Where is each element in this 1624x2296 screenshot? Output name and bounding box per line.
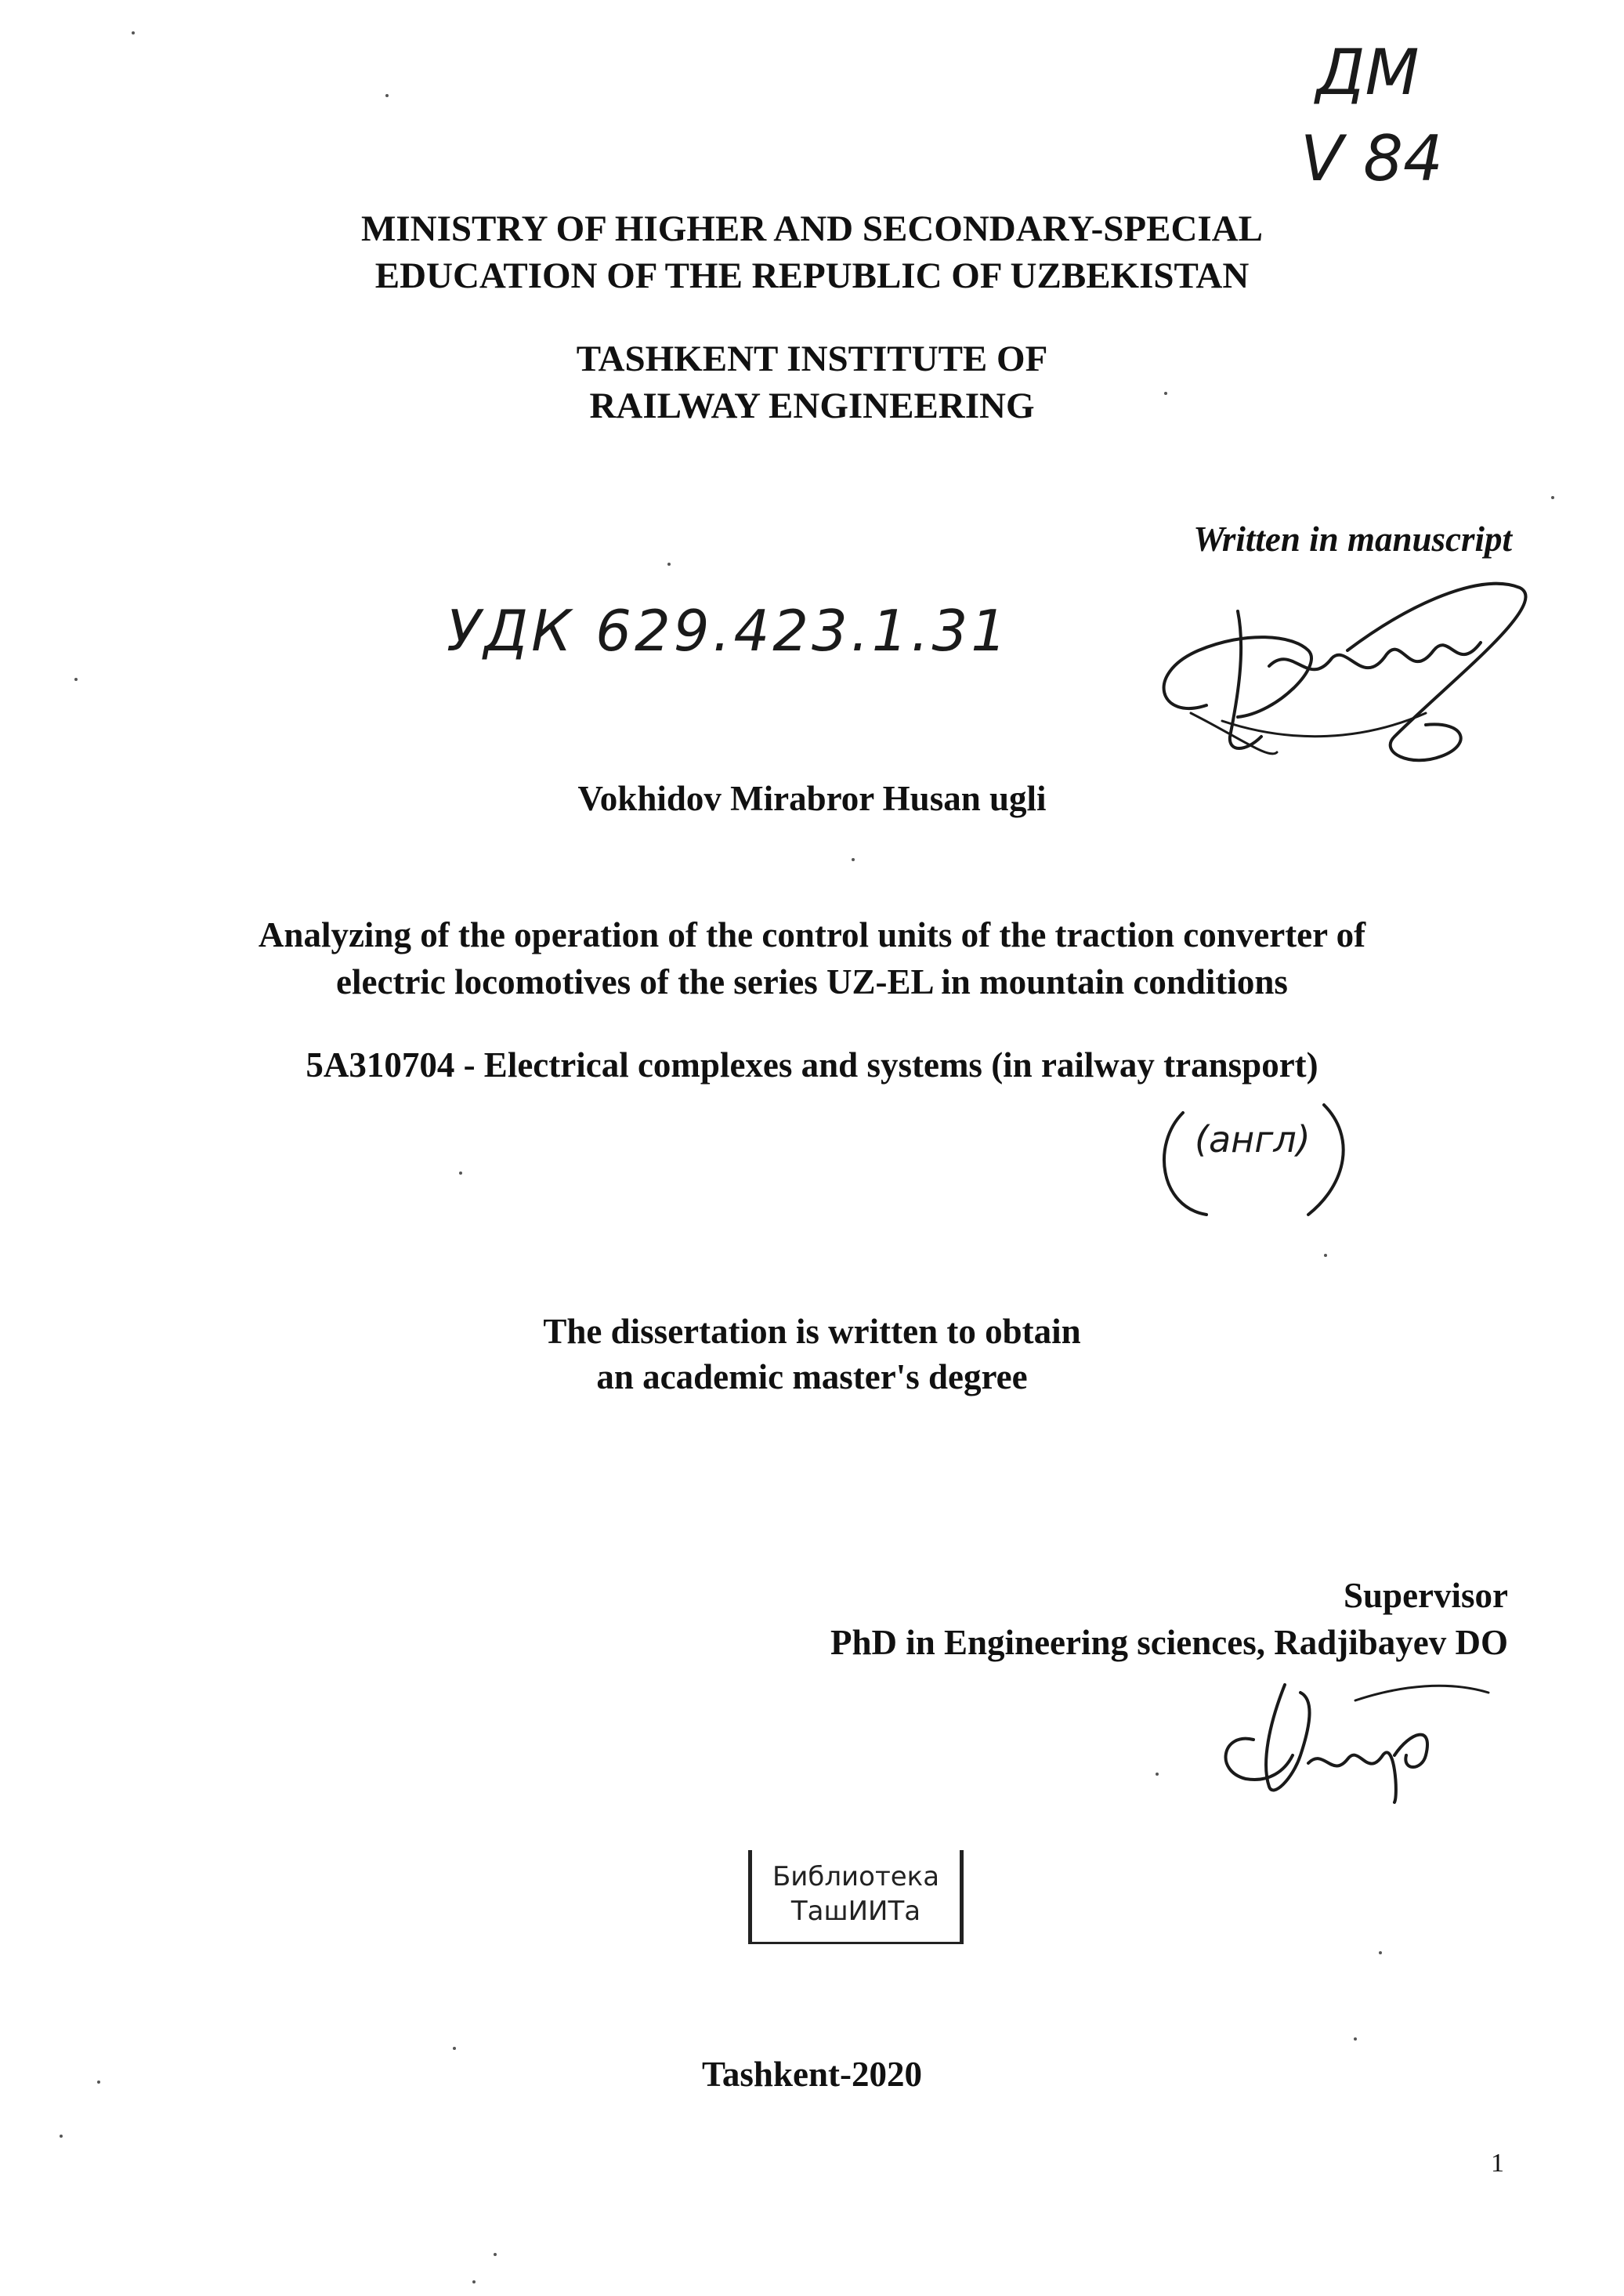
scan-speck bbox=[667, 563, 671, 566]
scan-speck bbox=[1379, 1951, 1382, 1954]
purpose-line-1: The dissertation is written to obtain bbox=[543, 1312, 1081, 1351]
thesis-title bbox=[0, 911, 1624, 1005]
city-year: Tashkent-2020 bbox=[702, 2055, 922, 2094]
author-signature bbox=[1112, 556, 1567, 784]
author-name: Vokhidov Mirabror Husan ugli bbox=[577, 779, 1047, 818]
scan-speck bbox=[472, 2280, 476, 2283]
scan-speck bbox=[60, 2135, 63, 2138]
handwritten-corner-line2: V 84 bbox=[1300, 122, 1443, 195]
handwritten-language-note bbox=[1152, 1097, 1363, 1222]
thesis-title-line-2: electric locomotives of the series UZ-EL in mountain conditions bbox=[336, 962, 1288, 1001]
page-number: 1 bbox=[1491, 2149, 1504, 2178]
supervisor-role: Supervisor bbox=[1343, 1576, 1508, 1615]
handwritten-corner-line1: ДМ bbox=[1316, 36, 1420, 109]
stamp-line-1: Библиотека bbox=[772, 1861, 940, 1892]
ministry-line-2: EDUCATION OF THE REPUBLIC OF UZBEKISTAN bbox=[374, 255, 1250, 296]
manuscript-note: Written in manuscript bbox=[1193, 520, 1512, 559]
purpose-line-2: an academic master's degree bbox=[596, 1357, 1028, 1396]
scan-speck bbox=[1324, 1254, 1327, 1257]
supervisor-block bbox=[705, 1572, 1508, 1666]
scan-speck bbox=[459, 1172, 462, 1175]
scan-speck bbox=[1156, 1773, 1159, 1776]
scan-speck bbox=[74, 678, 78, 681]
scan-speck bbox=[1164, 392, 1167, 395]
scan-speck bbox=[494, 2253, 497, 2256]
handwritten-udc bbox=[439, 588, 1034, 682]
scan-speck bbox=[453, 2047, 456, 2050]
institute-heading bbox=[0, 335, 1624, 429]
institute-line-1: TASHKENT INSTITUTE OF bbox=[576, 339, 1048, 379]
dissertation-purpose bbox=[0, 1309, 1624, 1400]
scan-speck bbox=[385, 94, 389, 97]
scan-speck bbox=[132, 31, 135, 34]
supervisor-name: PhD in Engineering sciences, Radjibayev DO bbox=[830, 1623, 1508, 1662]
ministry-heading bbox=[0, 205, 1624, 299]
scan-speck bbox=[852, 858, 855, 861]
supervisor-signature bbox=[1199, 1669, 1512, 1810]
scan-speck bbox=[1551, 496, 1554, 499]
handwritten-corner-code bbox=[1285, 24, 1473, 204]
institute-line-2: RAILWAY ENGINEERING bbox=[589, 386, 1035, 426]
library-stamp bbox=[748, 1850, 964, 1944]
specialty-line: 5A310704 - Electrical complexes and systems (in railway transport) bbox=[306, 1045, 1318, 1085]
handwritten-udc-text: УДК 629.423.1.31 bbox=[447, 598, 1011, 664]
handwritten-language-note-text: (англ) bbox=[1195, 1118, 1311, 1161]
ministry-line-1: MINISTRY OF HIGHER AND SECONDARY-SPECIAL bbox=[361, 208, 1263, 249]
thesis-title-line-1: Analyzing of the operation of the control units of the traction converter of bbox=[258, 915, 1366, 954]
scan-speck bbox=[1354, 2037, 1357, 2041]
scan-speck bbox=[97, 2081, 100, 2084]
stamp-line-2: ТашИИТа bbox=[790, 1896, 921, 1927]
